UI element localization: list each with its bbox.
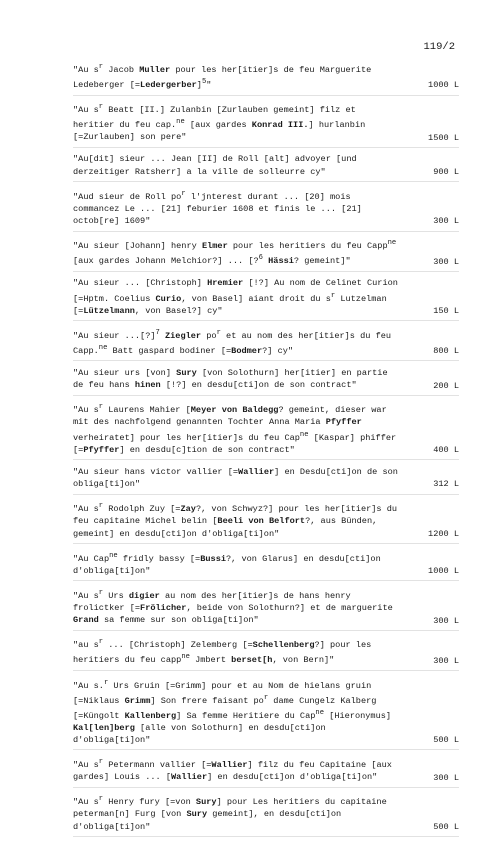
payment-entry (73, 237, 459, 272)
entry-text: "Au $s^r$ Laurens Mahier [Meyer von Baldegg? gemeint, dieser war mit des nachfolgend genannten Tochter Anna Maria Pfyffer verheiratet] pour les her[itier]s du feu Cap$^{ne}$ [Kaspar] phiffer [=Pfyffer] en desdu[c]tion de son contract" (73, 403, 397, 455)
entry-amount: 300 L (433, 256, 459, 267)
payment-entry (73, 188, 459, 232)
payment-entries-list (73, 61, 459, 843)
entry-text: "Au s.$^r$ Urs Gruin [=Grimm] pour et au Nom de hielans gruin [=Niklaus Grimm] Son frere faisant $po^r$ dame Cungelz Kalberg [=Küngolt Kallenberg] Sa femme Heritiere du Cap$^{ne}$ [Hieronymus] Kal[len]berg [alle von Solothurn] en desdu[cti]on d'obliga[ti]on" (73, 678, 392, 745)
entry-amount: 900 L (433, 167, 459, 178)
payment-entry (73, 677, 459, 751)
payment-entry (73, 500, 459, 544)
payment-entry (73, 101, 459, 148)
entry-text: "Au sieur [Johann] henry Elmer pour les heritiers du feu Capp$^{ne}$ [aux gardes Johann Melchior?] ... [?$^6$ Hässi? gemeint]" (73, 239, 397, 267)
entry-amount: 150 L (433, 306, 459, 317)
entry-amount: 312 L (433, 479, 459, 490)
entry-text: "Au Cap$^{ne}$ fridly bassy [=Bussi?, von Glarus] en desdu[cti]on d'obliga[ti]on" (73, 551, 381, 576)
payment-entry (73, 756, 459, 788)
entry-text: "Au $s^r$ Jacob Muller pour les her[itier]s de feu Marguerite Ledeberger [=Ledergerber]$^5$" (73, 63, 372, 90)
payment-entry (73, 327, 459, 362)
entry-amount: 1500 L (428, 132, 459, 143)
entry-text: "Au sieur urs [von] Sury [von Solothurn] her[itier] en partie de feu hans hinen [!?] en desdu[cti]on de son contract" (73, 367, 388, 391)
payment-entry (73, 466, 459, 495)
payment-entry (73, 153, 459, 182)
entry-text: "Au $s^r$ Henry fury [=von Sury] pour Les heritiers du capitaine peterman[n] Furg [von Sury gemeint], en desdu[cti]on d'obliga[ti]on" (73, 795, 387, 832)
entry-text: "Au sieur hans victor vallier [=Wallier] en Desdu[cti]on de son obliga[ti]on" (73, 466, 398, 490)
payment-entry (73, 793, 459, 837)
entry-amount: 500 L (433, 735, 459, 746)
entry-text: "Aud sieur de Roll $po^r$ l'jnterest durant ... [20] mois commancez Le ... [21] feburier 1608 et finis le ... [21] octob[re] 1609" (73, 189, 362, 227)
entry-text: "Au $s^r$ Rodolph Zuy [=Zay?, von Schwyz?] pour les her[itier]s du feu capitaine Michel belin [Beeli von Belfort?, aus Bünden, gemeint] en desdu[cti]on d'obliga[ti]on" (73, 502, 398, 539)
entry-amount: 1000 L (428, 566, 459, 577)
entry-amount: 300 L (433, 772, 459, 783)
entry-amount: 300 L (433, 216, 459, 227)
payment-entry (73, 401, 459, 460)
payment-entry (73, 277, 459, 321)
payment-entry (73, 550, 459, 582)
entry-amount: 300 L (433, 655, 459, 666)
entry-text: "Au[dit] sieur ... Jean [II] de Roll [alt] advoyer [und derzeitiger Ratsherr] a la ville de solleurre cy" (73, 154, 357, 177)
entry-amount: 1200 L (428, 528, 459, 539)
entry-amount: 800 L (433, 346, 459, 357)
entry-text: "Au sieur ... [Christoph] Hremier [!?] Au nom de Celinet Curion [=Hptm. Coelius Curio, von Basel] aiant droit du $s^r$ Lutzelman [=Lützelmann, von Basel?] cy" (73, 278, 398, 316)
entry-amount: 1000 L (428, 80, 459, 91)
payment-entry (73, 61, 459, 96)
entry-text: "Au sieur ...[?]$^7$ Ziegler $po^r$ et au nom des her[itier]s du feu Capp.$^{ne}$ Batt gaspard bodiner [=Bodmer?] cy" (73, 328, 392, 356)
page-number: 119/2 (423, 41, 455, 53)
payment-entry (73, 587, 459, 631)
payment-entry (73, 367, 459, 396)
entry-amount: 500 L (433, 821, 459, 832)
entry-text: "Au $s^r$ Urs digier au nom des her[itier]s de hans henry frolictker [=Frölicher, beide von Solothurn?] et de marguerite Grand sa femme sur son obliga[ti]on" (73, 588, 393, 626)
entry-amount: 300 L (433, 615, 459, 626)
payment-entry (73, 636, 459, 671)
entry-text: "Au $s^r$ Beatt [II.] Zulanbin [Zurlauben gemeint] filz et heritier du feu cap.$^{ne}$ [aux gardes Konrad III.] hurlanbin [=Zurlauben] son pere" (73, 103, 366, 143)
entry-text: "au $s^r$ ... [Christoph] Zelemberg [=Schellenberg?] pour les heritiers du feu capp$^{ne}$ Jmbert berset[h, von Bern]" (73, 638, 372, 666)
entry-amount: 200 L (433, 380, 459, 391)
entry-amount: 400 L (433, 445, 459, 456)
entry-text: "Au $s^r$ Petermann vallier [=Wallier] filz du feu Capitaine [aux gardes] Louis ... [Wallier] en desdu[cti]on d'obliga[ti]on" (73, 758, 392, 783)
